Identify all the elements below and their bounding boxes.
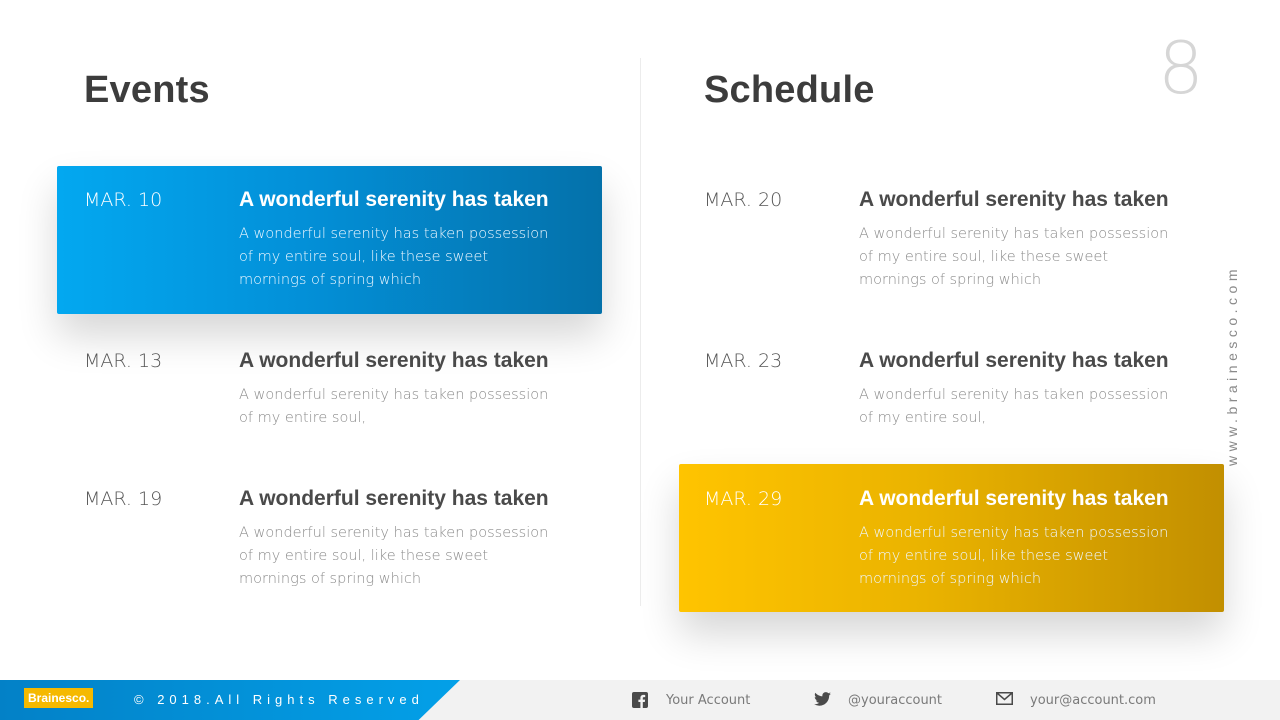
schedule-date: MAR. 20	[704, 189, 783, 211]
event-title: A wonderful serenity has taken	[239, 188, 549, 211]
schedule-date: MAR. 23	[704, 350, 783, 372]
schedule-description: A wonderful serenity has taken possession of my entire soul, like these sweet mornings of spring which	[859, 525, 1169, 587]
schedule-description: A wonderful serenity has taken possession of my entire soul,	[859, 387, 1169, 426]
schedule-date: MAR. 29	[704, 488, 783, 510]
event-title: A wonderful serenity has taken	[239, 487, 549, 510]
schedule-heading: Schedule	[704, 69, 875, 111]
envelope-icon	[996, 692, 1012, 708]
event-description: A wonderful serenity has taken possession of my entire soul, like these sweet mornings of spring which	[239, 226, 549, 288]
twitter-contact[interactable]	[814, 680, 942, 720]
facebook-icon	[632, 692, 648, 708]
event-description: A wonderful serenity has taken possession of my entire soul, like these sweet mornings of spring which	[239, 525, 549, 587]
event-title: A wonderful serenity has taken	[239, 349, 549, 372]
schedule-description: A wonderful serenity has taken possession of my entire soul, like these sweet mornings of spring which	[859, 226, 1169, 288]
email-address: your@account.com	[1030, 692, 1156, 708]
schedule-title: A wonderful serenity has taken	[859, 188, 1169, 211]
event-date: MAR. 10	[84, 189, 163, 211]
event-description: A wonderful serenity has taken possession of my entire soul,	[239, 387, 549, 426]
page-number: 8	[1158, 26, 1204, 110]
schedule-title: A wonderful serenity has taken	[859, 487, 1169, 510]
twitter-handle: @youraccount	[848, 692, 943, 708]
event-date: MAR. 13	[84, 350, 163, 372]
email-contact[interactable]	[996, 680, 1156, 720]
event-date: MAR. 19	[84, 488, 163, 510]
facebook-account: Your Account	[666, 692, 751, 708]
copyright-text: © 2018.All Rights Reserved	[134, 692, 424, 707]
schedule-title: A wonderful serenity has taken	[859, 349, 1169, 372]
facebook-contact[interactable]	[632, 680, 750, 720]
events-heading: Events	[84, 69, 210, 111]
website-url: www.brainesco.com	[1224, 265, 1240, 466]
twitter-icon	[814, 692, 830, 708]
column-divider	[640, 58, 641, 606]
footer	[0, 680, 1280, 720]
brand-logo: Brainesco.	[24, 688, 93, 708]
